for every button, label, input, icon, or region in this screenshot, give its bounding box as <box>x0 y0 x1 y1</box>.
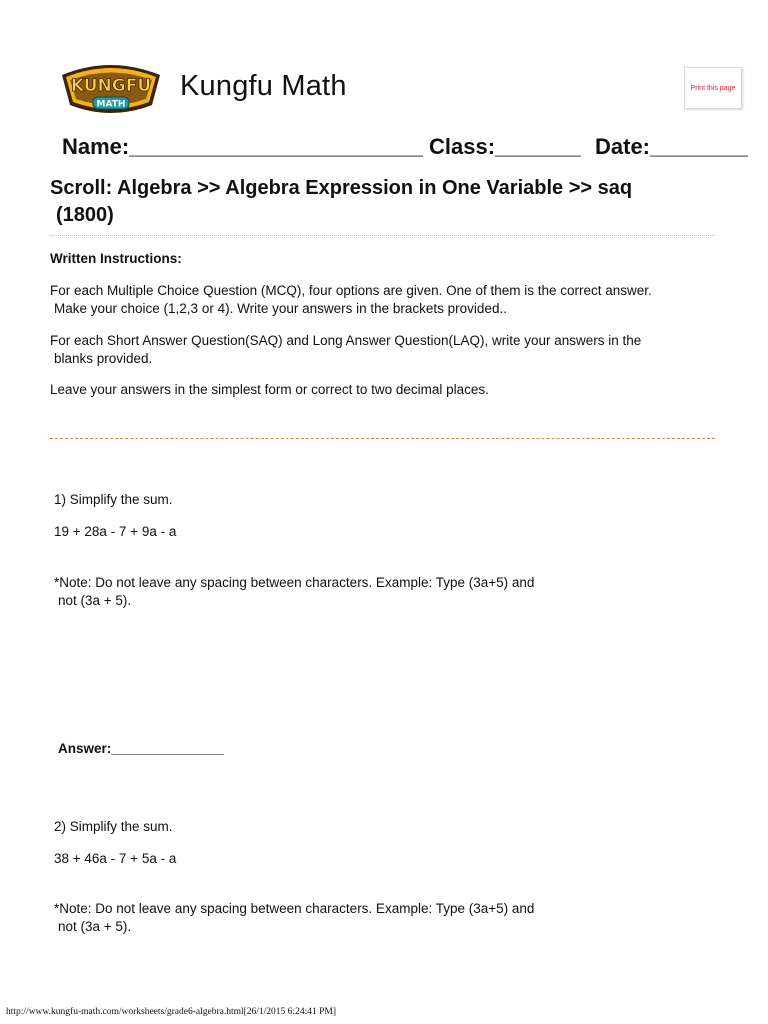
divider <box>50 235 715 236</box>
question-2-note <box>54 900 534 936</box>
kungfu-math-logo <box>56 57 166 119</box>
instruction-saq-line1: For each Short Answer Question(SAQ) and Long Answer Question(LAQ), write your answers in the <box>50 333 642 348</box>
instruction-mcq-line2: Make your choice (1,2,3 or 4). Write your answers in the brackets provided.. <box>54 301 507 316</box>
question-2-note-line1: *Note: Do not leave any spacing between characters. Example: Type (3a+5) and <box>54 901 535 916</box>
scroll-title-line2: (1800) <box>56 204 114 226</box>
site-title: Kungfu Math <box>180 70 347 102</box>
class-field: Class:_______ <box>429 134 581 159</box>
name-field: Name:________________________ <box>62 134 423 159</box>
instruction-simplest-form: Leave your answers in the simplest form or correct to two decimal places. <box>50 382 489 397</box>
instruction-saq-line2: blanks provided. <box>54 351 153 366</box>
question-2-note-line2: not (3a + 5). <box>58 919 132 934</box>
logo-text-bottom: MATH <box>96 99 126 110</box>
instruction-saq <box>50 332 740 368</box>
footer-url: http://www.kungfu-math.com/worksheets/grade6-algebra.html[26/1/2015 6:24:41 PM] <box>6 1007 336 1017</box>
instruction-mcq-line1: For each Multiple Choice Question (MCQ), four options are given. One of them is the correct answer. <box>50 283 652 298</box>
instructions-heading: Written Instructions: <box>50 251 182 266</box>
question-2-prompt: 2) Simplify the sum. <box>54 819 173 834</box>
question-1-answer-blank: Answer:_______________ <box>58 741 224 756</box>
print-page-button[interactable]: Print this page <box>684 67 742 109</box>
question-2-expression: 38 + 46a - 7 + 5a - a <box>54 851 177 866</box>
date-field: Date:________ <box>595 134 748 159</box>
question-1-note-line1: *Note: Do not leave any spacing between characters. Example: Type (3a+5) and <box>54 575 535 590</box>
question-1-expression: 19 + 28a - 7 + 9a - a <box>54 524 177 539</box>
question-1-note <box>54 574 534 610</box>
section-divider <box>50 438 715 439</box>
scroll-title-line1: Scroll: Algebra >> Algebra Expression in One Variable >> saq <box>50 177 633 199</box>
question-1-note-line2: not (3a + 5). <box>58 593 132 608</box>
logo-text-top: KUNGFU <box>70 76 152 96</box>
instruction-mcq <box>50 282 740 318</box>
scroll-title <box>50 175 730 229</box>
question-1-prompt: 1) Simplify the sum. <box>54 492 173 507</box>
